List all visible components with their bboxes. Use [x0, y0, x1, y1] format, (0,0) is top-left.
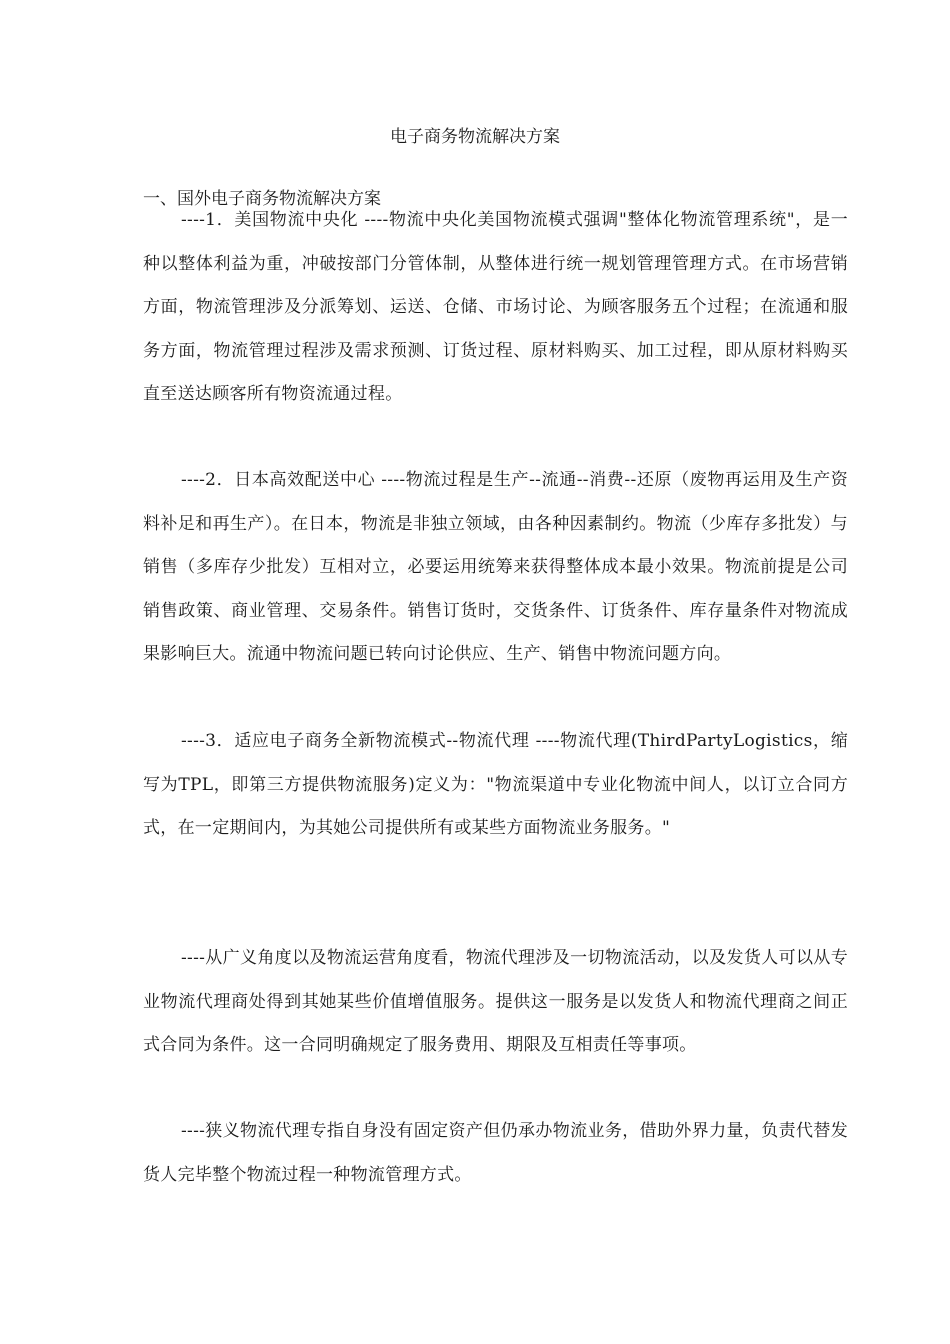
- paragraph-japan-distribution: ----2．日本高效配送中心 ----物流过程是生产--流通--消费--还原（废物再运用及生产资料补足和再生产）。在日本，物流是非独立领域，由各种因素制约。物流（少库存多批发）与销售（多库存少批发）互相对立，必要运用统筹来获得整体成本最小效果。物流前提是公司销售政策、商业管理、交易条件。销售订货时，交货条件、订货条件、库存量条件对物流成果影响巨大。流通中物流问题已转向讨论供应、生产、销售中物流问题方向。: [143, 470, 848, 664]
- document-title: 电子商务物流解决方案: [390, 127, 560, 147]
- paragraph-logistics-agency: ----3．适应电子商务全新物流模式--物流代理 ----物流代理(ThirdPartyLogistics，缩写为TPL，即第三方提供物流服务)定义为："物流渠道中专业化物流中间人，以订立合同方式，在一定期间内，为其她公司提供所有或某些方面物流业务服务。": [143, 731, 848, 838]
- paragraph-us-logistics: ----1．美国物流中央化 ----物流中央化美国物流模式强调"整体化物流管理系统"，是一种以整体利益为重，冲破按部门分管体制，从整体进行统一规划管理管理方式。在市场营销方面，物流管理涉及分派筹划、运送、仓储、市场讨论、为顾客服务五个过程；在流通和服务方面，物流管理过程涉及需求预测、订货过程、原材料购买、加工过程，即从原材料购买直至送达顾客所有物资流通过程。: [143, 210, 848, 404]
- section-heading: 一、国外电子商务物流解决方案: [143, 189, 381, 209]
- paragraph-broad-definition: ----从广义角度以及物流运营角度看，物流代理涉及一切物流活动，以及发货人可以从专业物流代理商处得到其她某些价值增值服务。提供这一服务是以发货人和物流代理商之间正式合同为条件。这一合同明确规定了服务费用、期限及互相责任等事项。: [143, 948, 848, 1055]
- paragraph-narrow-definition: ----狭义物流代理专指自身没有固定资产但仍承办物流业务，借助外界力量，负责代替发货人完毕整个物流过程一种物流管理方式。: [143, 1121, 848, 1185]
